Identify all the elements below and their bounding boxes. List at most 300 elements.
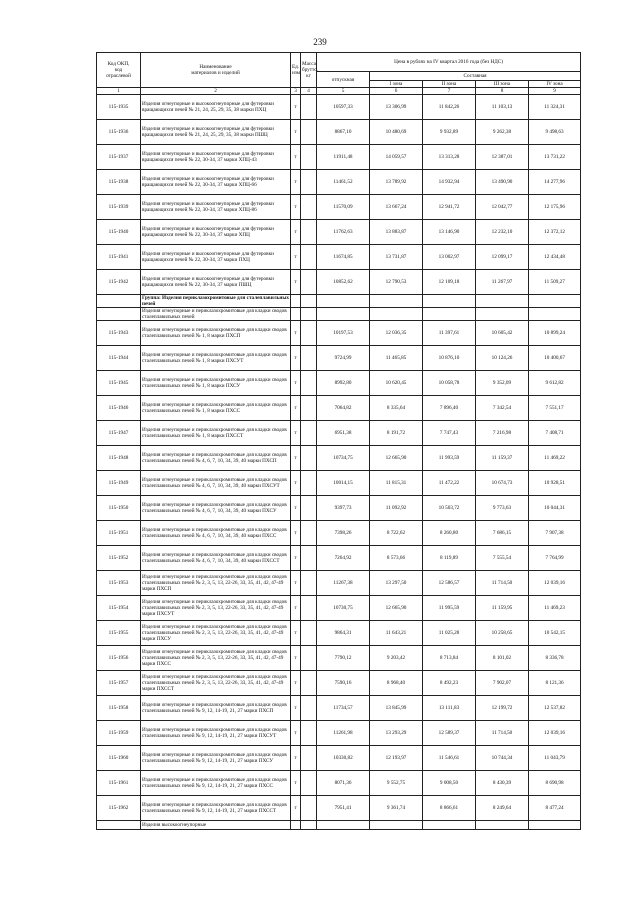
row-zone-4-price: 8 121,36 [529,671,581,696]
row-zone-4-price: 10 899,24 [529,321,581,346]
row-zone-4-price: 12 537,82 [529,696,581,721]
row-release-price: 10852,62 [317,270,370,295]
row-unit: т [291,621,301,646]
row-zone-4-price: 11 509,27 [529,270,581,295]
row-code: 115-1955 [97,621,141,646]
header-mass-line2: брутто, [302,67,319,73]
row-release-price: 10597,33 [317,95,370,120]
row-zone-1-price: 12 790,53 [370,270,423,295]
row-mass [301,621,317,646]
row-unit: т [291,546,301,571]
column-number: 3 [291,88,301,95]
row-zone-3-price: 10 674,73 [476,471,529,496]
empty-cell [317,295,370,308]
row-unit: т [291,771,301,796]
row-mass [301,270,317,295]
row-unit: т [291,696,301,721]
empty-cell [476,821,529,830]
row-mass [301,671,317,696]
row-zone-4-price: 8 336,78 [529,646,581,671]
table-row [97,746,581,771]
row-zone-4-price: 14 277,96 [529,170,581,195]
row-zone-3-price: 7 555,54 [476,546,529,571]
row-zone-4-price: 11 043,79 [529,746,581,771]
row-zone-2-price: 12 109,18 [423,270,476,295]
header-code-line: код [114,67,123,73]
row-zone-1-price: 13 297,50 [370,571,423,596]
row-release-price: 11461,52 [317,170,370,195]
row-zone-2-price: 11 842,26 [423,95,476,120]
row-name: Изделия огнеупорные и периклазохромитовые для кладки сводов сталеплавильных печей № 2, 3, 5, 13, 22-26, 33, 35, 41, 42, 47-49 марки ПХСУ [141,621,291,646]
empty-cell [291,295,301,308]
row-zone-3-price: 12 099,17 [476,245,529,270]
table-row [97,220,581,245]
row-zone-4-price: 7 551,17 [529,396,581,421]
row-mass [301,696,317,721]
row-zone-1-price: 13 883,87 [370,220,423,245]
row-zone-1-price: 13 293,29 [370,721,423,746]
row-name: Изделия огнеупорные и периклазохромитовые для кладки сводов сталеплавильных печей № 4, 6, 7, 10, 34, 39, 40 марки ПХСУ [141,496,291,521]
row-zone-1-price: 11 465,85 [370,346,423,371]
row-zone-4-price: 8 477,24 [529,796,581,821]
row-zone-1-price: 12 665,90 [370,446,423,471]
header-zone-1: I зона [370,81,423,88]
row-code: 115-1942 [97,270,141,295]
row-zone-4-price: 7 408,71 [529,421,581,446]
table-row [97,521,581,546]
row-code: 115-1946 [97,396,141,421]
row-zone-1-price: 8 573,66 [370,546,423,571]
row-mass [301,95,317,120]
row-zone-1-price: 8 335,64 [370,396,423,421]
row-release-price: 6951,38 [317,421,370,446]
row-zone-4-price: 8 690,98 [529,771,581,796]
header-unit-line2: изм. [292,70,302,76]
row-name: Изделия огнеупорные и периклазохромитовые для кладки сводов сталеплавильных печей № 4, 6, 7, 10, 34, 39, 40 марки ПХСС [141,521,291,546]
header-zone-2: II зона [423,81,476,88]
row-mass [301,346,317,371]
row-zone-1-price: 8 968,40 [370,671,423,696]
table-row [97,321,581,346]
table-row [97,195,581,220]
row-code: 115-1961 [97,771,141,796]
row-name: Изделия огнеупорные и периклазохромитовые для кладки сводов сталеплавильных печей № 2, 3, 5, 13, 22-26, 33, 35, 41, 42, 47-49 марки ПХСС [141,646,291,671]
row-mass [301,571,317,596]
column-number: 8 [476,88,529,95]
row-unit: т [291,521,301,546]
row-zone-2-price: 14 932,94 [423,170,476,195]
row-name: Изделия огнеупорные и высокоогнеупорные для футеровки вращающихся печей № 22, 30-34, 37 марки ХПЦ-43 [141,145,291,170]
row-mass [301,746,317,771]
row-unit: т [291,170,301,195]
row-code: 115-1936 [97,120,141,145]
row-release-price: 10734,75 [317,446,370,471]
table-row [97,771,581,796]
row-zone-1-price: 13 845,99 [370,696,423,721]
row-zone-2-price: 10 058,78 [423,371,476,396]
row-code: 115-1944 [97,346,141,371]
row-zone-4-price: 12 434,48 [529,245,581,270]
empty-cell [423,308,476,321]
group-code-cell [97,295,141,308]
row-release-price: 10014,15 [317,471,370,496]
row-zone-4-price: 10 400,67 [529,346,581,371]
group-row [97,821,581,830]
row-zone-1-price: 11 643,21 [370,621,423,646]
row-unit: т [291,95,301,120]
empty-cell [370,295,423,308]
group-title: Изделия огнеупорные и периклазохромитовые для кладки сводов сталеплавильных печей [141,308,291,321]
row-mass [301,721,317,746]
empty-cell [476,295,529,308]
row-unit: т [291,195,301,220]
row-zone-4-price: 9 612,82 [529,371,581,396]
row-mass [301,371,317,396]
row-zone-3-price: 11 159,37 [476,446,529,471]
table-row [97,120,581,145]
row-zone-1-price: 14 059,57 [370,145,423,170]
empty-cell [301,308,317,321]
row-zone-4-price: 12 175,96 [529,195,581,220]
row-code: 115-1957 [97,671,141,696]
row-zone-3-price: 10 744,34 [476,746,529,771]
group-title: Группа: Изделия периклазохромитовые для сталеплавильных печей [142,295,289,307]
row-code: 115-1959 [97,721,141,746]
empty-cell [291,821,301,830]
row-zone-4-price: 11 469,22 [529,446,581,471]
row-zone-2-price: 7 747,43 [423,421,476,446]
empty-cell [301,821,317,830]
row-zone-1-price: 8 191,72 [370,421,423,446]
row-zone-2-price: 11 397,61 [423,321,476,346]
column-number: 5 [317,88,370,95]
row-name: Изделия огнеупорные и периклазохромитовые для кладки сводов сталеплавильных печей № 4, 6, 7, 10, 34, 39, 40 марки ПХСП [141,446,291,471]
empty-cell [317,821,370,830]
row-zone-3-price: 11 103,13 [476,95,529,120]
row-release-price: 8992,80 [317,371,370,396]
row-mass [301,771,317,796]
column-number: 6 [370,88,423,95]
row-code: 115-1954 [97,596,141,621]
row-zone-2-price: 11 472,22 [423,471,476,496]
row-release-price: 10730,75 [317,596,370,621]
row-name: Изделия огнеупорные и высокоогнеупорные для футеровки вращающихся печей № 22, 30-34, 37 марки ПШЦ [141,270,291,295]
row-unit: т [291,671,301,696]
empty-cell [291,308,301,321]
row-zone-3-price: 9 773,63 [476,496,529,521]
row-zone-3-price: 11 159,95 [476,596,529,621]
row-zone-2-price: 11 025,28 [423,621,476,646]
column-number: 4 [301,88,317,95]
row-code: 115-1940 [97,220,141,245]
row-unit: т [291,571,301,596]
header-composition: Составная [370,72,581,81]
row-zone-4-price: 10 044,31 [529,496,581,521]
row-zone-4-price: 11 469,23 [529,596,581,621]
row-name: Изделия огнеупорные и высокоогнеупорные для футеровки вращающихся печей № 22, 30-34, 37 марки ХПЦ-86 [141,195,291,220]
group-title: Изделия высокоогнеупорные [141,821,291,830]
row-zone-4-price: 13 731,22 [529,145,581,170]
row-release-price: 11261,98 [317,721,370,746]
table-row [97,571,581,596]
row-unit: т [291,371,301,396]
empty-cell [370,821,423,830]
row-zone-2-price: 8 260,80 [423,521,476,546]
row-unit: т [291,746,301,771]
header-release: отпускная [317,72,370,88]
row-zone-3-price: 12 232,10 [476,220,529,245]
row-zone-3-price: 12 042,77 [476,195,529,220]
table-row [97,346,581,371]
row-zone-1-price: 8 722,62 [370,521,423,546]
row-code: 115-1937 [97,145,141,170]
row-zone-3-price: 10 258,65 [476,621,529,646]
column-number: 9 [529,88,581,95]
row-release-price: 7064,82 [317,396,370,421]
row-name: Изделия огнеупорные и периклазохромитовые для кладки сводов сталеплавильных печей № 2, 3, 5, 13, 22-26, 33, 35, 41, 42, 47-49 марки ПХССТ [141,671,291,696]
row-zone-3-price: 7 686,15 [476,521,529,546]
row-zone-2-price: 12 941,72 [423,195,476,220]
table-row [97,471,581,496]
group-code-cell [97,821,141,830]
table-row [97,145,581,170]
empty-cell [317,308,370,321]
row-unit: т [291,346,301,371]
row-unit: т [291,396,301,421]
row-code: 115-1948 [97,446,141,471]
row-code: 115-1953 [97,571,141,596]
table-row [97,270,581,295]
row-zone-2-price: 8 866,61 [423,796,476,821]
row-zone-4-price: 10 928,51 [529,471,581,496]
row-zone-3-price: 7 342,54 [476,396,529,421]
row-mass [301,396,317,421]
row-release-price: 7398,26 [317,521,370,546]
row-zone-1-price: 12 193,97 [370,746,423,771]
row-code: 115-1935 [97,95,141,120]
group-code-cell [97,308,141,321]
row-mass [301,496,317,521]
row-zone-2-price: 11 546,61 [423,746,476,771]
row-zone-4-price: 12 372,12 [529,220,581,245]
row-unit: т [291,321,301,346]
row-unit: т [291,245,301,270]
row-release-price: 11267,38 [317,571,370,596]
table-row [97,546,581,571]
row-name: Изделия огнеупорные и периклазохромитовые для кладки сводов сталеплавильных печей № 9, 12, 14-19, 21, 27 марки ПХСУТ [141,721,291,746]
row-name: Изделия огнеупорные и высокоогнеупорные для футеровки вращающихся печей № 22, 30-34, 37 марки ПХЦ [141,245,291,270]
row-code: 115-1938 [97,170,141,195]
row-zone-4-price: 10 542,15 [529,621,581,646]
table-row [97,95,581,120]
table-row [97,421,581,446]
table-row [97,245,581,270]
row-mass [301,546,317,571]
row-code: 115-1958 [97,696,141,721]
header-mass: Масса [302,61,316,67]
row-zone-3-price: 11 714,50 [476,571,529,596]
row-mass [301,646,317,671]
row-code: 115-1951 [97,521,141,546]
row-zone-2-price: 12 586,57 [423,571,476,596]
row-zone-3-price: 11 714,50 [476,721,529,746]
row-zone-3-price: 9 262,38 [476,120,529,145]
header-price-title: Цена в рублях на IV квартал 2016 года (без НДС) [317,53,581,72]
row-name: Изделия огнеупорные и высокоогнеупорные для футеровки вращающихся печей № 22, 30-34, 37 марки ХПЦ [141,220,291,245]
row-release-price: 10330,82 [317,746,370,771]
row-name: Изделия огнеупорные и периклазохромитовые для кладки сводов сталеплавильных печей № 1, 8 марки ПХСУТ [141,346,291,371]
row-name: Изделия огнеупорные и периклазохромитовые для кладки сводов сталеплавильных печей № 9, 12, 14-19, 21, 27 марки ПХССТ [141,796,291,821]
row-release-price: 9724,99 [317,346,370,371]
row-name: Изделия огнеупорные и периклазохромитовые для кладки сводов сталеплавильных печей № 9, 12, 14-19, 21, 27 марки ПХСП [141,696,291,721]
table-row [97,621,581,646]
row-zone-3-price: 9 352,09 [476,371,529,396]
row-mass [301,521,317,546]
row-code: 115-1962 [97,796,141,821]
row-unit: т [291,446,301,471]
row-release-price: 8867,10 [317,120,370,145]
empty-cell [529,308,581,321]
row-zone-1-price: 9 552,75 [370,771,423,796]
empty-cell [423,821,476,830]
row-name: Изделия огнеупорные и периклазохромитовые для кладки сводов сталеплавильных печей № 4, 6, 7, 10, 34, 39, 40 марки ПХССТ [141,546,291,571]
row-zone-1-price: 13 667,24 [370,195,423,220]
row-code: 115-1939 [97,195,141,220]
row-zone-2-price: 13 313,28 [423,145,476,170]
row-code: 115-1952 [97,546,141,571]
table-header-row [97,53,581,72]
row-zone-3-price: 10 124,26 [476,346,529,371]
row-mass [301,195,317,220]
row-zone-1-price: 12 665,90 [370,596,423,621]
row-zone-1-price: 10 620,45 [370,371,423,396]
empty-cell [529,821,581,830]
row-code: 115-1956 [97,646,141,671]
table-row [97,496,581,521]
group-row [97,308,581,321]
row-zone-1-price: 10 480,69 [370,120,423,145]
row-zone-1-price: 12 036,35 [370,321,423,346]
row-zone-4-price: 9 498,63 [529,120,581,145]
header-zone-4: IV зона [529,81,581,88]
row-mass [301,421,317,446]
table-row [97,170,581,195]
row-zone-3-price: 13 490,90 [476,170,529,195]
row-zone-1-price: 9 361,74 [370,796,423,821]
row-mass [301,145,317,170]
row-code: 115-1943 [97,321,141,346]
row-zone-4-price: 7 764,99 [529,546,581,571]
row-unit: т [291,646,301,671]
row-zone-2-price: 8 713,84 [423,646,476,671]
row-name: Изделия огнеупорные и периклазохромитовые для кладки сводов сталеплавильных печей № 2, 3, 5, 13, 22-26, 33, 35, 41, 42, 47-49 марки ПХСП [141,571,291,596]
row-code: 115-1950 [97,496,141,521]
row-release-price: 8071,36 [317,771,370,796]
row-name: Изделия огнеупорные и периклазохромитовые для кладки сводов сталеплавильных печей № 4, 6, 7, 10, 34, 39, 40 марки ПХСУТ [141,471,291,496]
row-zone-1-price: 11 092,92 [370,496,423,521]
row-release-price: 11911,48 [317,145,370,170]
row-unit: т [291,471,301,496]
row-mass [301,245,317,270]
column-number-row [97,88,581,95]
row-zone-2-price: 13 002,97 [423,245,476,270]
row-code: 115-1941 [97,245,141,270]
row-zone-3-price: 12 387,01 [476,145,529,170]
row-mass [301,120,317,145]
table-row [97,396,581,421]
row-release-price: 9864,31 [317,621,370,646]
row-mass [301,796,317,821]
row-zone-1-price: 13 789,92 [370,170,423,195]
row-code: 115-1960 [97,746,141,771]
row-release-price: 11762,63 [317,220,370,245]
table-row [97,446,581,471]
table-row [97,696,581,721]
row-unit: т [291,496,301,521]
row-release-price: 7264,92 [317,546,370,571]
row-zone-2-price: 11 995,59 [423,596,476,621]
table-row [97,796,581,821]
row-zone-2-price: 12 589,37 [423,721,476,746]
row-release-price: 7951,41 [317,796,370,821]
header-code-okp: Код ОКП, [107,61,130,67]
row-unit: т [291,721,301,746]
row-zone-2-price: 10 876,10 [423,346,476,371]
empty-cell [370,308,423,321]
row-mass [301,446,317,471]
row-name: Изделия огнеупорные и периклазохромитовые для кладки сводов сталеплавильных печей № 1, 8 марки ПХСС [141,396,291,421]
row-mass [301,220,317,245]
row-release-price: 11674,85 [317,245,370,270]
row-zone-2-price: 11 993,59 [423,446,476,471]
row-zone-3-price: 7 216,98 [476,421,529,446]
row-name: Изделия огнеупорные и периклазохромитовые для кладки сводов сталеплавильных печей № 1, 8 марки ПХСП [141,321,291,346]
row-release-price: 9397,73 [317,496,370,521]
empty-cell [423,295,476,308]
header-name: Наименование [199,64,232,70]
row-zone-3-price: 12 199,72 [476,696,529,721]
row-name: Изделия огнеупорные и периклазохромитовые для кладки сводов сталеплавильных печей № 1, 8 марки ПХССТ [141,421,291,446]
row-zone-3-price: 8 430,39 [476,771,529,796]
row-release-price: 7590,16 [317,671,370,696]
row-unit: т [291,596,301,621]
row-code: 115-1949 [97,471,141,496]
row-zone-3-price: 8 249,64 [476,796,529,821]
row-zone-4-price: 12 039,16 [529,721,581,746]
row-release-price: 11734,57 [317,696,370,721]
row-mass [301,321,317,346]
row-zone-1-price: 13 731,87 [370,245,423,270]
row-name: Изделия огнеупорные и периклазохромитовые для кладки сводов сталеплавильных печей № 9, 12, 14-19, 21, 27 марки ПХСУ [141,746,291,771]
row-unit: т [291,270,301,295]
row-zone-4-price: 7 907,38 [529,521,581,546]
header-zone-3: III зона [476,81,529,88]
row-zone-2-price: 13 146,90 [423,220,476,245]
row-name: Изделия огнеупорные и высокоогнеупорные для футеровки вращающихся печей № 22, 30-34, 37 марки ХПЦ-66 [141,170,291,195]
table-row [97,671,581,696]
header-unit: Ед. [292,64,300,70]
row-code: 115-1947 [97,421,141,446]
empty-cell [529,295,581,308]
row-zone-3-price: 8 101,02 [476,646,529,671]
table-row [97,371,581,396]
row-zone-2-price: 10 503,72 [423,496,476,521]
header-code-line: отраслевой [106,73,131,79]
row-mass [301,596,317,621]
row-release-price: 7790,12 [317,646,370,671]
row-zone-4-price: 11 324,31 [529,95,581,120]
row-zone-2-price: 8 119,89 [423,546,476,571]
